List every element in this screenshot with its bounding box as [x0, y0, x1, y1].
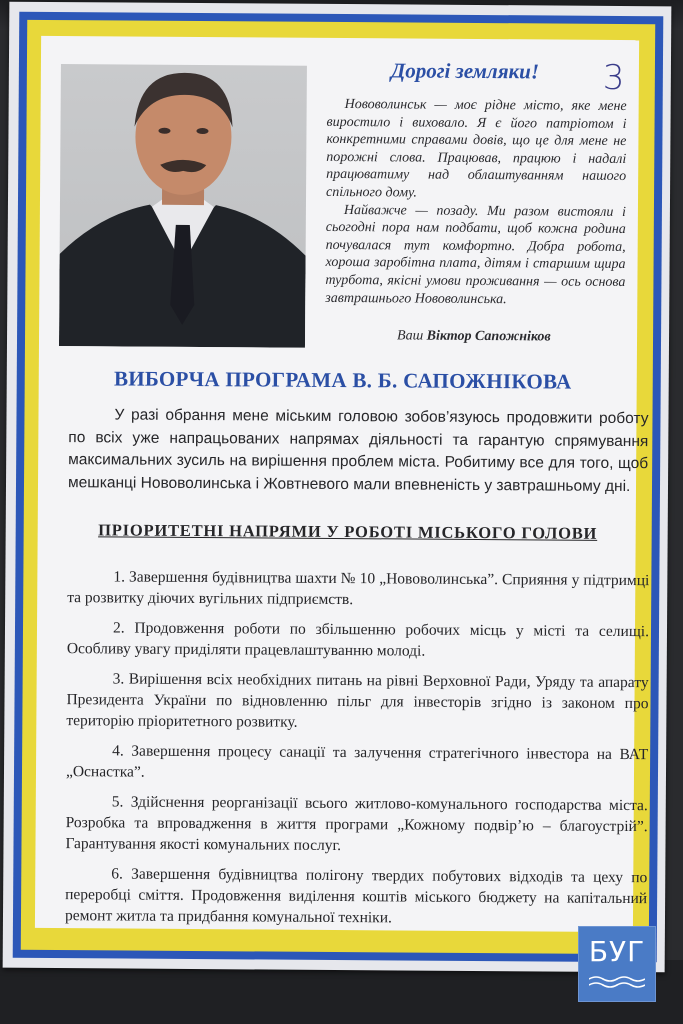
intro-paragraph: У разі обрання мене міським головою зобов’язуюсь продовжити роботу по всіх уже напрацьованих напрямах діяльності та гарантую спрямування максимальних зусиль на вирішення проблем міста. Робитиму все для того, щоб мешканці Нововолинська і Жовтневого мали впевненість у завтрашньому дні.	[67, 406, 649, 495]
signature-prefix: Ваш	[397, 328, 424, 344]
list-item: 6. Завершення будівництва полігону твердих побутових відходів та цеху по переробці сміття. Продовження виділення коштів міського бюджету на капітальний ремонт житла та придбання комунальної техніки.	[64, 865, 648, 927]
list-item: 1. Завершення будівництва шахти № 10 „Нововолинська”. Сприяння у підтримці та розвитку діючих вугільних підприємств.	[67, 568, 650, 609]
yellow-border	[21, 20, 655, 954]
program-title: ВИБОРЧА ПРОГРАМА В. Б. САПОЖНІКОВА	[113, 366, 572, 394]
bug-logo-text: БУГ	[588, 935, 646, 968]
list-item: 2. Продовження роботи по збільшенню робочих місць у місті та селищі. Особливу увагу приділяти працевлаштуванню молоді.	[66, 619, 650, 660]
portrait-illustration	[59, 64, 307, 348]
list-item: 5. Здійснення реорганізації всього житлово-комунального господарства міста. Розробка та впровадження в життя програми „Кожному подвір’ю – благоустрій”. Гарантування якості комунальних послуг.	[65, 793, 648, 855]
leaflet	[3, 2, 672, 973]
list-item: 4. Завершення процесу санації та залучення стратегічного інвестора на ВАТ „Оснастка”.	[65, 742, 649, 781]
signature-name: Віктор Сапожніков	[426, 328, 551, 345]
greeting-heading: Дорогі земляки!	[390, 58, 540, 84]
section-title: ПРІОРИТЕТНІ НАПРЯМИ У РОБОТІ МІСЬКОГО ГОЛОВИ	[98, 520, 598, 543]
list-item: 3. Вирішення всіх необхідних питань на рівні Верховної Ради, Уряду та апарату Президента України по відновленню пільг для інвесторів згідно із законом про територію пріоритетного розвитку.	[66, 670, 649, 731]
leaflet-content	[35, 36, 650, 932]
signature	[397, 328, 551, 345]
address-paragraph: Нововолинськ — моє рідне місто, яке мене виростило і виховало. Я є його патріотом і конкретними справами довів, що це для мене не порожні слова. Працював, працюю і надалі працюватиму над облаштуванням нашого спільного дому.	[326, 97, 627, 201]
handwritten-number: 3	[602, 57, 625, 98]
blue-border	[13, 12, 664, 962]
bug-logo-badge	[578, 926, 656, 1002]
address-text	[325, 96, 626, 309]
priority-list	[65, 566, 650, 939]
candidate-portrait	[59, 64, 307, 348]
address-paragraph: Найважче — позаду. Ми разом вистояли і сьогодні пора нам подбати, щоб кожна родина почувалася тут комфортно. Добра робота, хороша заробітна плата, дітям і старшим щира турбота, якісні умови проживання — ось основа завтрашнього Нововолинська.	[325, 202, 626, 307]
intro-text	[68, 404, 649, 498]
wave-icon	[589, 975, 645, 989]
